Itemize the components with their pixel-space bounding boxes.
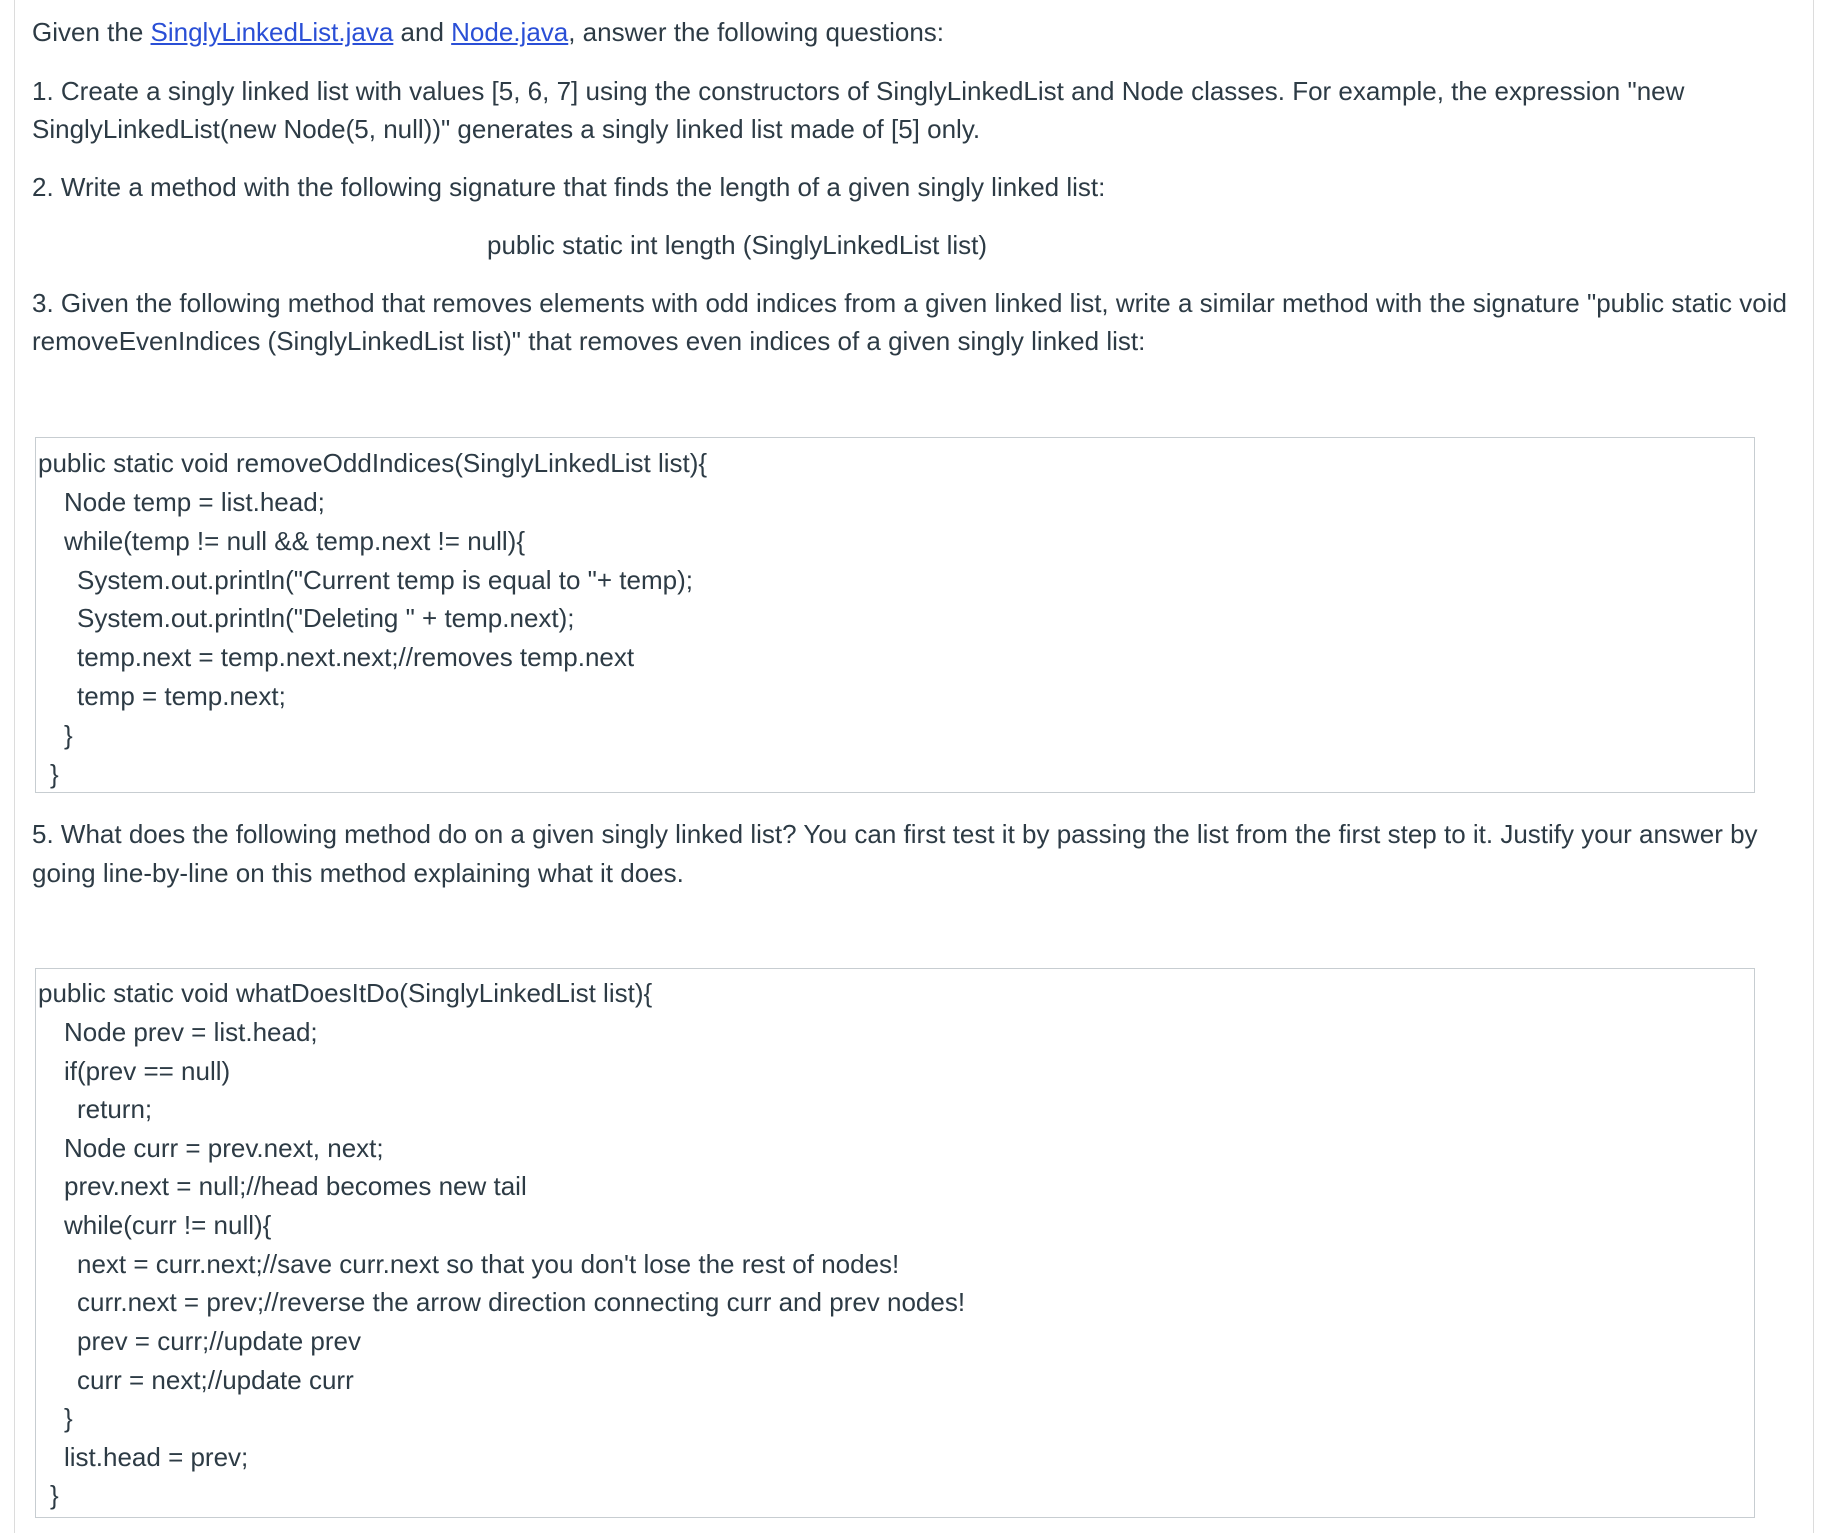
what-does-it-do-code-block <box>35 968 1755 1518</box>
node-file-link[interactable]: Node.java <box>451 17 569 47</box>
code-line: temp = temp.next; <box>77 681 286 711</box>
code-line: Node prev = list.head; <box>64 1017 318 1047</box>
code-line: } <box>50 1480 59 1510</box>
code-line: } <box>64 720 73 750</box>
intro-paragraph <box>32 13 944 51</box>
assignment-page <box>14 0 1814 1533</box>
code-line: Node temp = list.head; <box>64 487 325 517</box>
code-line: public static void whatDoesItDo(SinglyLinkedList list){ <box>38 978 653 1008</box>
question-3-line-2: removeEvenIndices (SinglyLinkedList list)" that removes even indices of a given singly linked list: <box>32 326 1146 356</box>
code-line: } <box>64 1403 73 1433</box>
code-line: System.out.println("Current temp is equal to "+ temp); <box>77 565 693 595</box>
code-line: temp.next = temp.next.next;//removes temp.next <box>77 642 635 672</box>
code-line: } <box>50 759 59 789</box>
length-method-signature: public static int length (SinglyLinkedList list) <box>486 230 988 260</box>
intro-middle: and <box>393 17 452 47</box>
code-line: curr = next;//update curr <box>77 1365 354 1395</box>
code-line: list.head = prev; <box>64 1442 249 1472</box>
code-line: Node curr = prev.next, next; <box>64 1133 384 1163</box>
code-line: curr.next = prev;//reverse the arrow direction connecting curr and prev nodes! <box>77 1287 966 1317</box>
question-5-line-2: going line-by-line on this method explaining what it does. <box>32 858 684 888</box>
code-line: if(prev == null) <box>64 1056 231 1086</box>
code-line: prev = curr;//update prev <box>77 1326 361 1356</box>
code-line: prev.next = null;//head becomes new tail <box>64 1171 527 1201</box>
question-1-line-1: 1. Create a singly linked list with values [5, 6, 7] using the constructors of SinglyLinkedList and Node classes. For example, the expression "new <box>32 76 1685 106</box>
intro-prefix: Given the <box>32 17 151 47</box>
code-line: next = curr.next;//save curr.next so that you don't lose the rest of nodes! <box>77 1249 900 1279</box>
singlylinkedlist-file-link[interactable]: SinglyLinkedList.java <box>150 17 394 47</box>
question-2-text: 2. Write a method with the following signature that finds the length of a given singly linked list: <box>32 172 1106 202</box>
question-3-line-1: 3. Given the following method that removes elements with odd indices from a given linked list, write a similar method with the signature "public static void <box>32 288 1787 318</box>
code-line: while(curr != null){ <box>64 1210 272 1240</box>
remove-odd-indices-code-block <box>35 437 1755 793</box>
code-line: System.out.println("Deleting " + temp.next); <box>77 603 575 633</box>
intro-suffix: , answer the following questions: <box>568 17 945 47</box>
question-5-line-1: 5. What does the following method do on a given singly linked list? You can first test it by passing the list from the first step to it. Justify your answer by <box>32 819 1758 849</box>
question-1-line-2: SinglyLinkedList(new Node(5, null))" generates a singly linked list made of [5] only. <box>32 114 981 144</box>
code-line: while(temp != null && temp.next != null){ <box>64 526 526 556</box>
code-line: return; <box>77 1094 153 1124</box>
code-line: public static void removeOddIndices(SinglyLinkedList list){ <box>38 448 708 478</box>
